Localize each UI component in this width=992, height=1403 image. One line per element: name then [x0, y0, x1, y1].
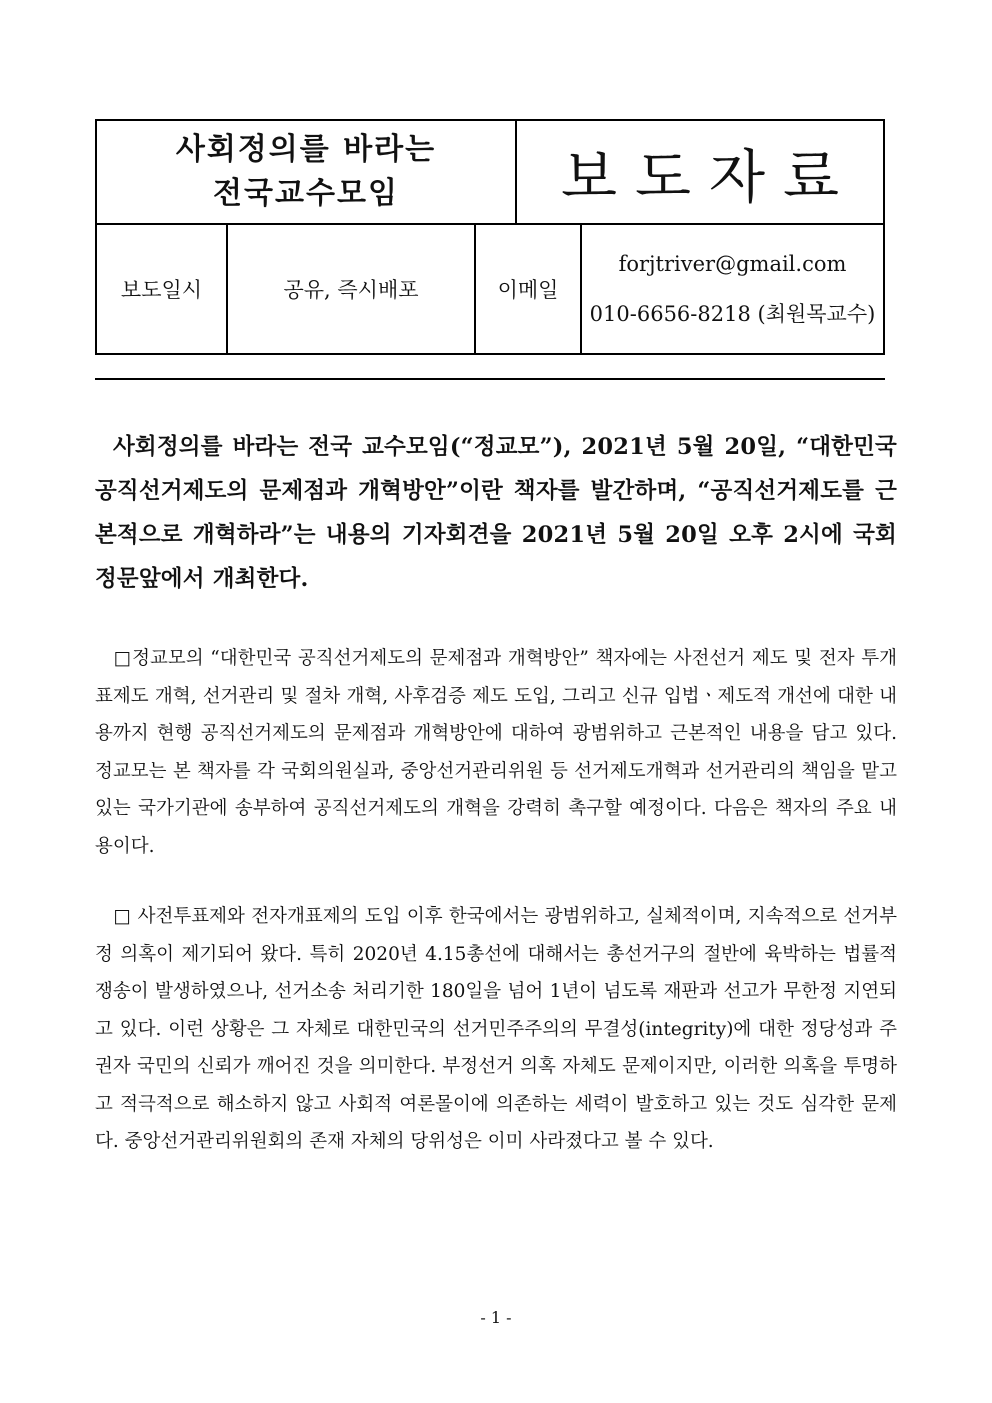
- email-label: 이메일: [476, 225, 582, 353]
- contact-cell: [582, 225, 883, 353]
- lead-paragraph-text: 사회정의를 바라는 전국 교수모임(“정교모”), 2021년 5월 20일, “대한민국 공직선거제도의 문제점과 개혁방안”이란 책자를 발간하며, “공직선거제도를 근본적으로 개혁하라”는 내용의 기자회견을 2021년 5월 20일 오후 2시에 국회 정문앞에서 개최한다.: [95, 434, 897, 592]
- contact-phone: 010-6656-8218 (최원목교수): [589, 302, 876, 326]
- document-title: 보도자료: [560, 143, 858, 211]
- header-top-row: [97, 121, 883, 225]
- body-paragraph-1-text: □정교모의 “대한민국 공직선거제도의 문제점과 개혁방안” 책자에는 사전선거 제도 및 전자 투개표제도 개혁, 선거관리 및 절차 개혁, 사후검증 제도 도입, 그리고 신규 입법ㆍ제도적 개선에 대한 내용까지 현행 공직선거제도의 문제점과 개혁방안에 대하여 광범위하고 근본적인 내용을 담고 있다. 정교모는 본 책자를 각 국회의원실과, 중앙선거관리위원 등 선거제도개혁과 선거관리의 책임을 맡고 있는 국가기관에 송부하여 공직선거제도의 개혁을 강력히 촉구할 예정이다. 다음은 책자의 주요 내용이다.: [95, 648, 897, 857]
- lead-paragraph: [95, 425, 897, 601]
- horizontal-divider: [95, 378, 885, 380]
- page-number: - 1 -: [480, 1308, 512, 1327]
- body-paragraph-1: [95, 640, 897, 865]
- body-paragraph-2-text: □ 사전투표제와 전자개표제의 도입 이후 한국에서는 광범위하고, 실체적이며, 지속적으로 선거부정 의혹이 제기되어 왔다. 특히 2020년 4.15총선에 대해서는 총선거구의 절반에 육박하는 법률적 쟁송이 발생하였으나, 선거소송 처리기한 180일을 넘어 1년이 넘도록 재판과 선고가 무한정 지연되고 있다. 이런 상황은 그 자체로 대한민국의 선거민주주의의 무결성(integrity)에 대한 정당성과 주권자 국민의 신뢰가 깨어진 것을 의미한다. 부정선거 의혹 자체도 문제이지만, 이러한 의혹을 투명하고 적극적으로 해소하지 않고 사회적 여론몰이에 의존하는 세력이 발호하고 있는 것도 심각한 문제다. 중앙선거관리위원회의 존재 자체의 당위성은 이미 사라졌다고 볼 수 있다.: [95, 906, 898, 1152]
- header-table: [95, 119, 885, 355]
- organization-name-line1: 사회정의를 바라는: [175, 132, 437, 167]
- header-info-row: [97, 225, 883, 353]
- release-date-value: 공유, 즉시배포: [228, 225, 476, 353]
- organization-name-line2: 전국교수모임: [213, 176, 399, 211]
- release-date-label: 보도일시: [97, 225, 228, 353]
- body-paragraph-2: [95, 898, 897, 1161]
- organization-name: [97, 121, 517, 223]
- email-address: forjtriver@gmail.com: [618, 252, 847, 276]
